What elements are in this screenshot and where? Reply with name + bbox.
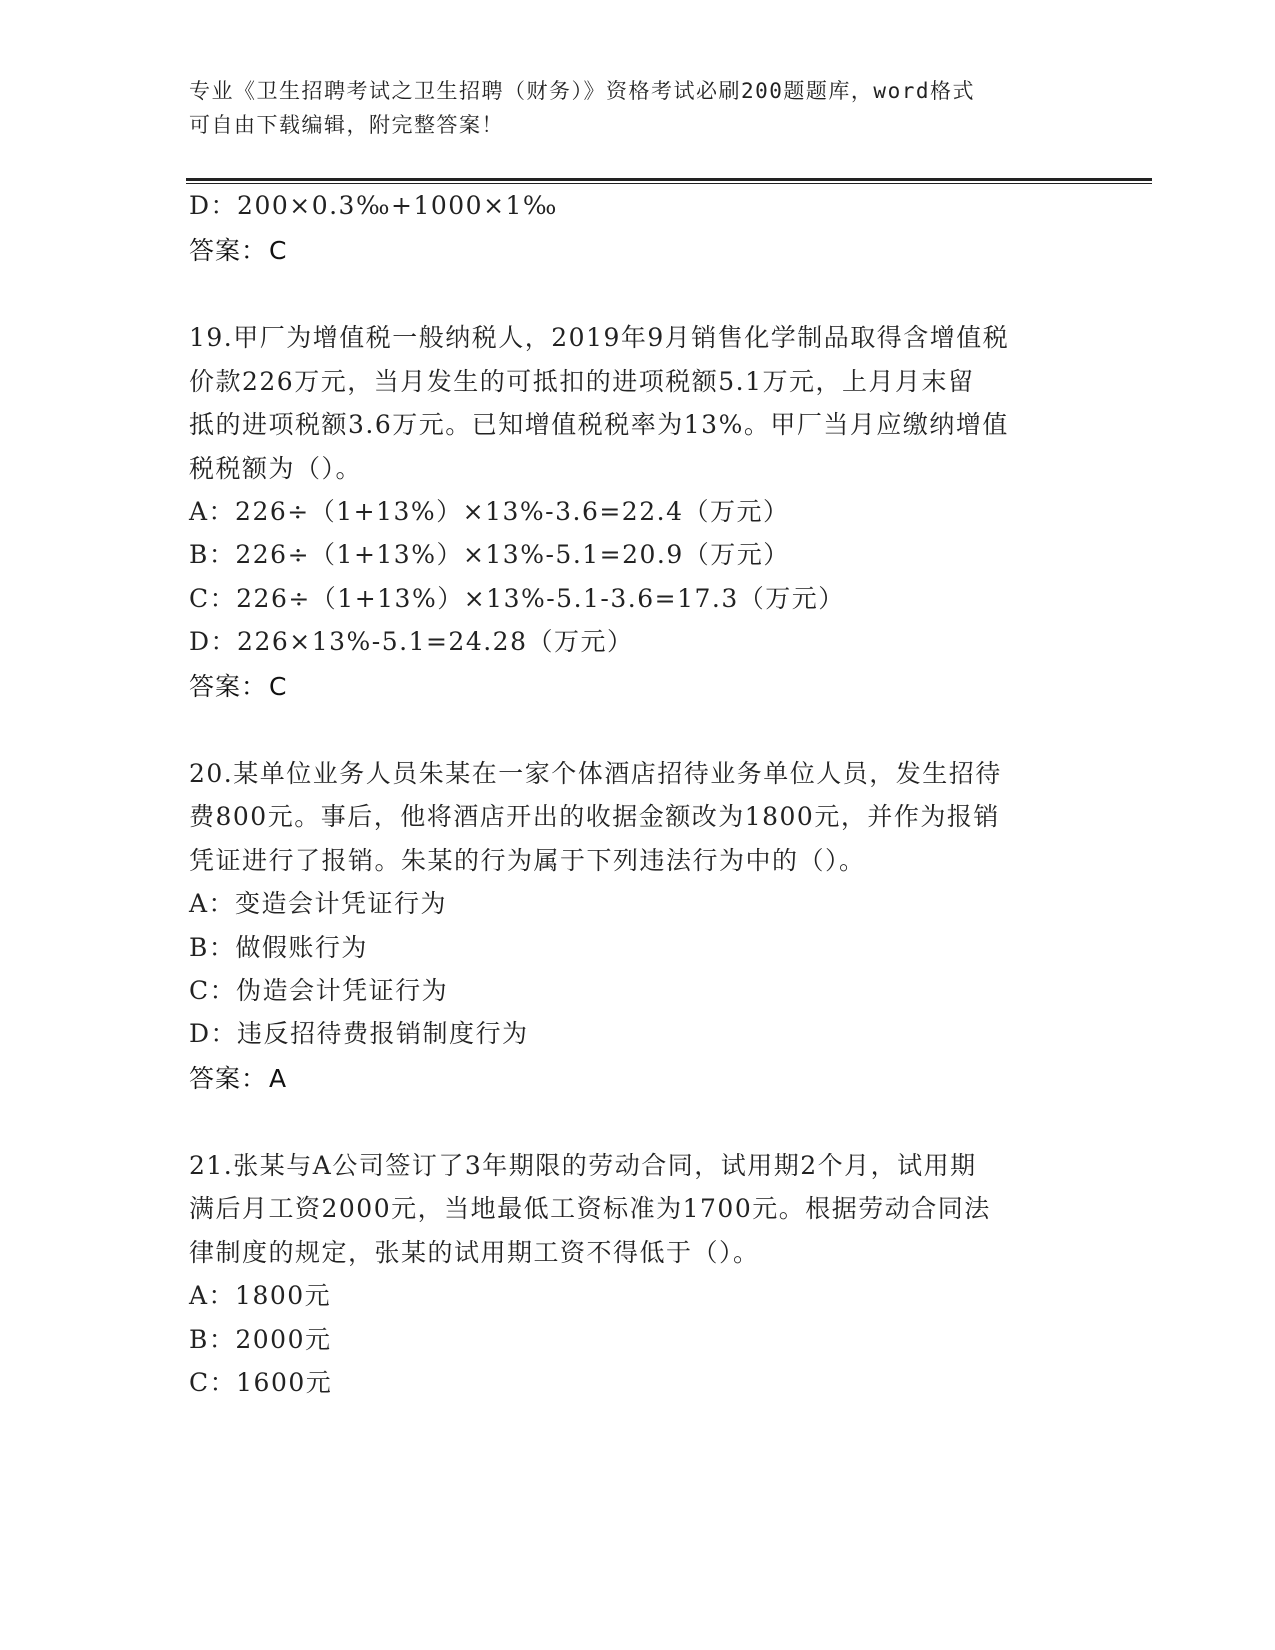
q19-option-c: C：226÷（1+13%）×13%-5.1-3.6=17.3（万元） xyxy=(189,584,845,613)
page-header xyxy=(189,74,1089,142)
answer-value: A xyxy=(269,1064,288,1093)
q21-option-a: A：1800元 xyxy=(189,1281,332,1310)
q19-option-a: A：226÷（1+13%）×13%-3.6=22.4（万元） xyxy=(189,497,790,526)
q21-line-3: 律制度的规定，张某的试用期工资不得低于（）。 xyxy=(189,1238,760,1267)
q20-line-3: 凭证进行了报销。朱某的行为属于下列违法行为中的（）。 xyxy=(189,846,866,875)
q20-option-d: D：违反招待费报销制度行为 xyxy=(189,1019,529,1048)
q19-option-b: B：226÷（1+13%）×13%-5.1=20.9（万元） xyxy=(189,540,790,569)
q19-line-2: 价款226万元，当月发生的可抵扣的进项税额5.1万元，上月月末留 xyxy=(189,367,975,396)
q19-line-1: 19.甲厂为增值税一般纳税人，2019年9月销售化学制品取得含增值税 xyxy=(189,323,1010,352)
q19-answer xyxy=(189,667,289,703)
header-divider-thick xyxy=(186,178,1152,181)
q20-line-1: 20.某单位业务人员朱某在一家个体酒店招待业务单位人员，发生招待 xyxy=(189,759,1002,788)
q21-option-b: B：2000元 xyxy=(189,1325,332,1354)
q19-line-3: 抵的进项税额3.6万元。已知增值税税率为13%。甲厂当月应缴纳增值 xyxy=(189,410,1009,439)
answer-label: 答案： xyxy=(189,672,268,701)
header-divider-thin xyxy=(186,183,1152,184)
q18-option-d: D：200×0.3‰+1000×1‰ xyxy=(189,191,558,220)
answer-label: 答案： xyxy=(189,236,268,265)
answer-value: C xyxy=(269,236,288,265)
answer-value: C xyxy=(269,672,288,701)
q19-option-d: D：226×13%-5.1=24.28（万元） xyxy=(189,627,634,656)
header-line-2: 可自由下载编辑，附完整答案！ xyxy=(189,113,504,137)
q21-option-c: C：1600元 xyxy=(189,1368,333,1397)
q21-line-2: 满后月工资2000元，当地最低工资标准为1700元。根据劳动合同法 xyxy=(189,1194,991,1223)
q19-line-4: 税税额为（）。 xyxy=(189,454,363,483)
header-line-1: 专业《卫生招聘考试之卫生招聘（财务）》资格考试必刷200题题库，word格式 xyxy=(189,79,975,103)
q20-answer xyxy=(189,1059,289,1095)
q20-option-a: A：变造会计凭证行为 xyxy=(189,889,448,918)
q20-line-2: 费800元。事后，他将酒店开出的收据金额改为1800元，并作为报销 xyxy=(189,802,1000,831)
q20-option-c: C：伪造会计凭证行为 xyxy=(189,976,449,1005)
q20-option-b: B：做假账行为 xyxy=(189,933,368,962)
q21-line-1: 21.张某与A公司签订了3年期限的劳动合同，试用期2个月，试用期 xyxy=(189,1151,977,1180)
answer-label: 答案： xyxy=(189,1064,268,1093)
q18-answer xyxy=(189,231,289,267)
